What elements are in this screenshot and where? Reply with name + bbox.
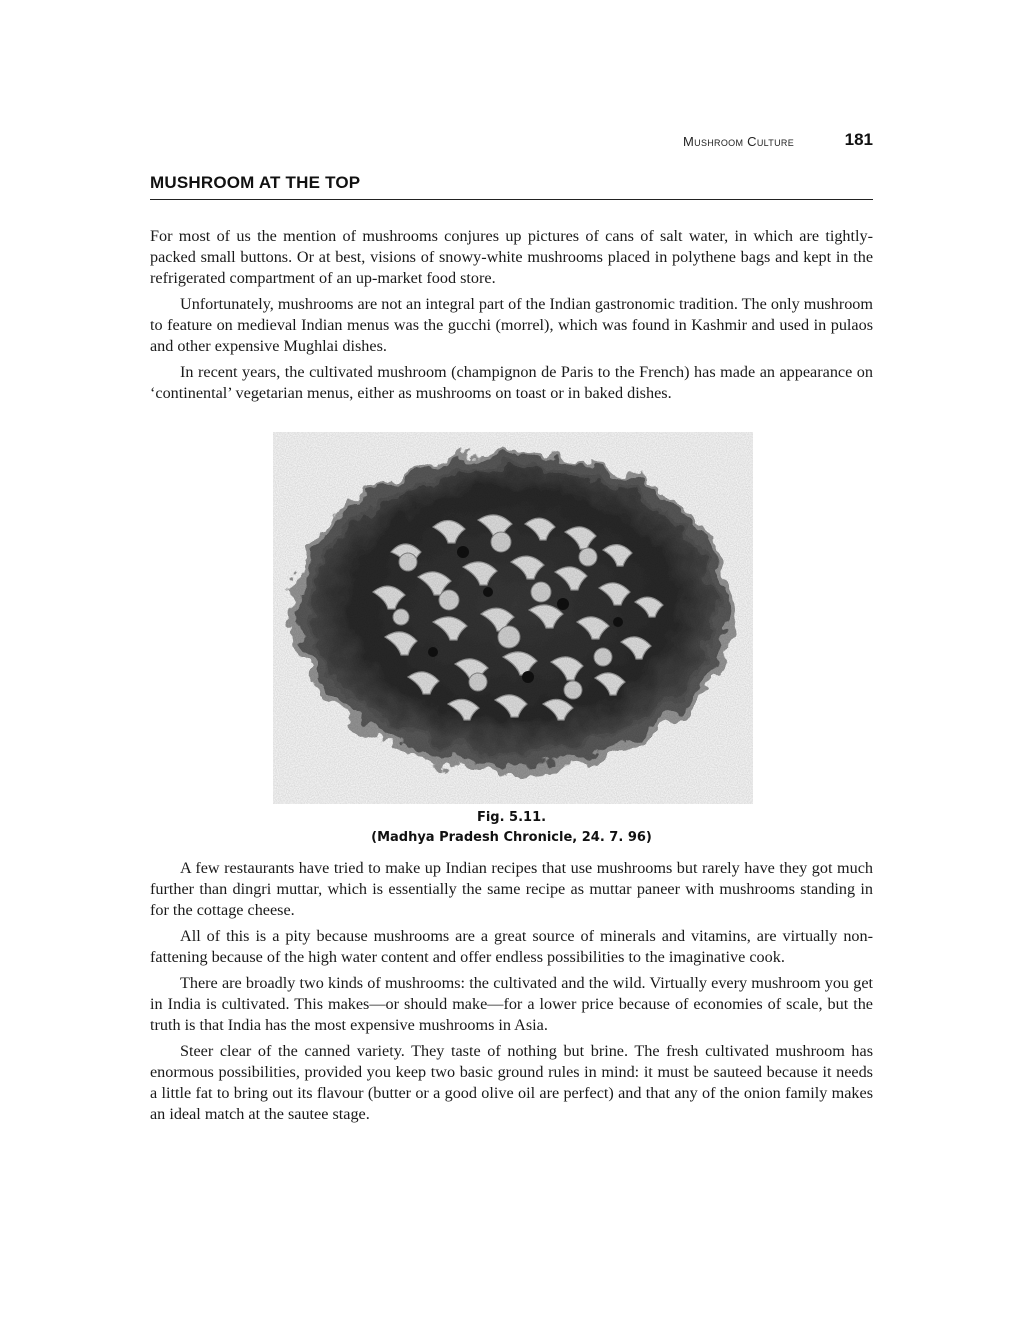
body-text-bottom xyxy=(150,858,873,1130)
paragraph: For most of us the mention of mushrooms conjures up pictures of cans of salt water, in which are tightly-packed small buttons. Or at best, visions of snowy-white mushrooms placed in polythene bags and kept in the refrigerated compartment of an up-market food store. xyxy=(150,227,873,287)
running-title: Mushroom Culture xyxy=(683,134,794,149)
page-number: 181 xyxy=(844,130,873,149)
body-text-top xyxy=(150,226,873,409)
figure-source: (Madhya Pradesh Chronicle, 24. 7. 96) xyxy=(371,830,652,845)
paragraph: In recent years, the cultivated mushroom (champignon de Paris to the French) has made an appearance on ‘continental’ vegetarian menus, either as mushrooms on toast or in baked dishes. xyxy=(150,363,873,402)
paragraph: A few restaurants have tried to make up Indian recipes that use mushrooms but rarely have they got much further than dingri muttar, which is essentially the same recipe as muttar paneer with mushrooms standing in for the cottage cheese. xyxy=(150,859,873,919)
paragraph: Unfortunately, mushrooms are not an integral part of the Indian gastronomic tradition. The only mushroom to feature on medieval Indian menus was the gucchi (morrel), which was found in Kashmir and used in pulaos and other expensive Mughlai dishes. xyxy=(150,295,873,355)
paragraph: Steer clear of the canned variety. They taste of nothing but brine. The fresh cultivated mushroom has enormous possibilities, provided you keep two basic ground rules in mind: it must be sauteed because it needs a little fat to bring out its flavour (butter or a good olive oil are perfect) and that any of the onion family makes an ideal match at the sautee stage. xyxy=(150,1042,873,1123)
paragraph: All of this is a pity because mushrooms are a great source of minerals and vitamins, are virtually non-fattening because of the high water content and offer endless possibilities to the imaginative cook. xyxy=(150,927,873,966)
figure-caption xyxy=(150,808,873,848)
paragraph: There are broadly two kinds of mushrooms: the cultivated and the wild. Virtually every mushroom you get in India is cultivated. This makes—or should make—for a lower price because of economies of scale, but the truth is that India has the most expensive mushrooms in Asia. xyxy=(150,974,873,1034)
mushroom-dish-photo xyxy=(273,432,753,804)
section-heading: MUSHROOM AT THE TOP xyxy=(150,173,873,200)
figure-label: Fig. 5.11. xyxy=(476,810,547,825)
running-head xyxy=(150,130,873,154)
